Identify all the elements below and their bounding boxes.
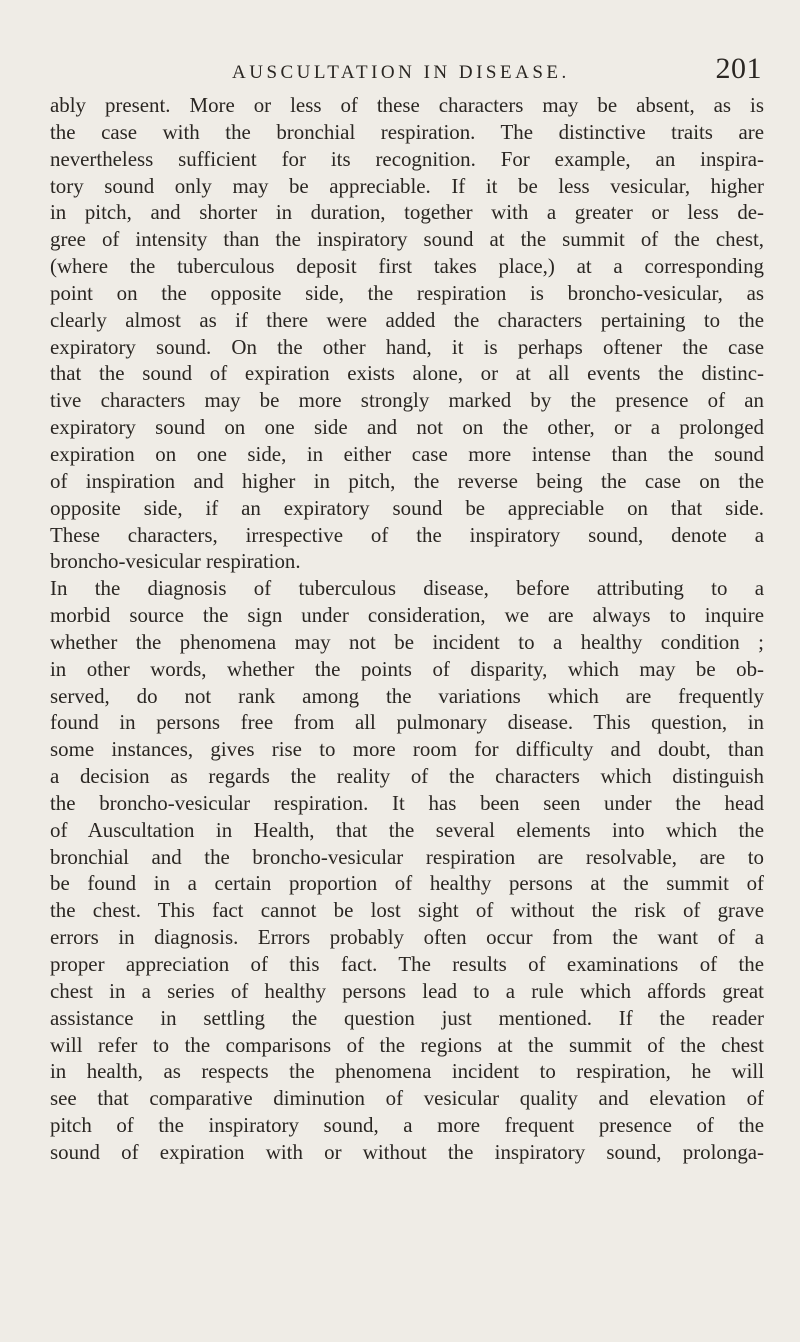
text-line: some instances, gives rise to more room for difficulty and doubt, than <box>50 737 764 762</box>
text-line: pitch of the inspiratory sound, a more frequent presence of the <box>50 1113 764 1138</box>
text-line: that the sound of expiration exists alone, or at all events the distinc- <box>50 361 764 386</box>
text-line: sound of expiration with or without the inspiratory sound, prolonga- <box>50 1139 764 1164</box>
text-line: whether the phenomena may not be incident to a healthy condition ; <box>50 629 764 654</box>
text-line: assistance in settling the question just mentioned. If the reader <box>50 1005 764 1030</box>
text-line: proper appreciation of this fact. The results of examinations of the <box>50 952 764 976</box>
text-line: ably present. More or less of these characters may be absent, as is <box>50 93 764 117</box>
text-line: point on the opposite side, the respiration is broncho-vesicular, as <box>50 280 764 305</box>
page-number: 201 <box>715 52 762 85</box>
text-line: expiratory sound on one side and not on the other, or a prolonged <box>50 415 764 440</box>
text-line: tive characters may be more strongly marked by the presence of an <box>50 388 764 413</box>
running-head <box>50 0 764 92</box>
text-line: found in persons free from all pulmonary disease. This question, in <box>50 710 764 735</box>
text-line: (where the tuberculous deposit first takes place,) at a corresponding <box>50 254 764 279</box>
text-line: in pitch, and shorter in duration, together with a greater or less de- <box>50 200 764 225</box>
running-title: AUSCULTATION IN DISEASE. <box>232 62 570 83</box>
text-line: morbid source the sign under consideration, we are always to inquire <box>50 603 764 628</box>
text-line: be found in a certain proportion of healthy persons at the summit of <box>50 871 764 896</box>
text-line: errors in diagnosis. Errors probably often occur from the want of a <box>50 925 764 950</box>
text-line: the chest. This fact cannot be lost sight of without the risk of grave <box>50 898 764 923</box>
paragraph-1 <box>50 92 764 575</box>
text-line: opposite side, if an expiratory sound be appreciable on that side. <box>50 495 764 520</box>
text-line: of inspiration and higher in pitch, the reverse being the case on the <box>50 468 764 493</box>
text-line: bronchial and the broncho-vesicular respiration are resolvable, are to <box>50 844 764 869</box>
text-line: of Auscultation in Health, that the several elements into which the <box>50 817 764 842</box>
text-line: gree of intensity than the inspiratory sound at the summit of the chest, <box>50 227 764 252</box>
text-line: served, do not rank among the variations which are frequently <box>50 683 764 708</box>
text-line: In the diagnosis of tuberculous disease, before attributing to a <box>50 576 764 601</box>
text-line: nevertheless sufficient for its recognition. For example, an inspira- <box>50 146 764 171</box>
text-line: a decision as regards the reality of the characters which distinguish <box>50 764 764 789</box>
text-line: expiration on one side, in either case more intense than the sound <box>50 441 764 466</box>
body-text <box>50 92 764 1166</box>
text-line: tory sound only may be appreciable. If it be less vesicular, higher <box>50 173 764 198</box>
text-line: the broncho-vesicular respiration. It has been seen under the head <box>50 790 764 815</box>
text-line: will refer to the comparisons of the regions at the summit of the chest <box>50 1032 764 1057</box>
text-line: in other words, whether the points of disparity, which may be ob- <box>50 656 764 681</box>
paragraph-2 <box>50 575 764 1166</box>
text-line: These characters, irrespective of the inspiratory sound, denote a <box>50 522 764 547</box>
text-line: clearly almost as if there were added the characters pertaining to the <box>50 307 764 332</box>
text-line: see that comparative diminution of vesicular quality and elevation of <box>50 1086 764 1111</box>
text-line: the case with the bronchial respiration. The distinctive traits are <box>50 119 764 144</box>
text-line: in health, as respects the phenomena incident to respiration, he will <box>50 1059 764 1084</box>
text-line: chest in a series of healthy persons lead to a rule which affords great <box>50 978 764 1003</box>
text-line: expiratory sound. On the other hand, it is perhaps oftener the case <box>50 334 764 359</box>
text-line: broncho-vesicular respiration. <box>50 549 301 574</box>
